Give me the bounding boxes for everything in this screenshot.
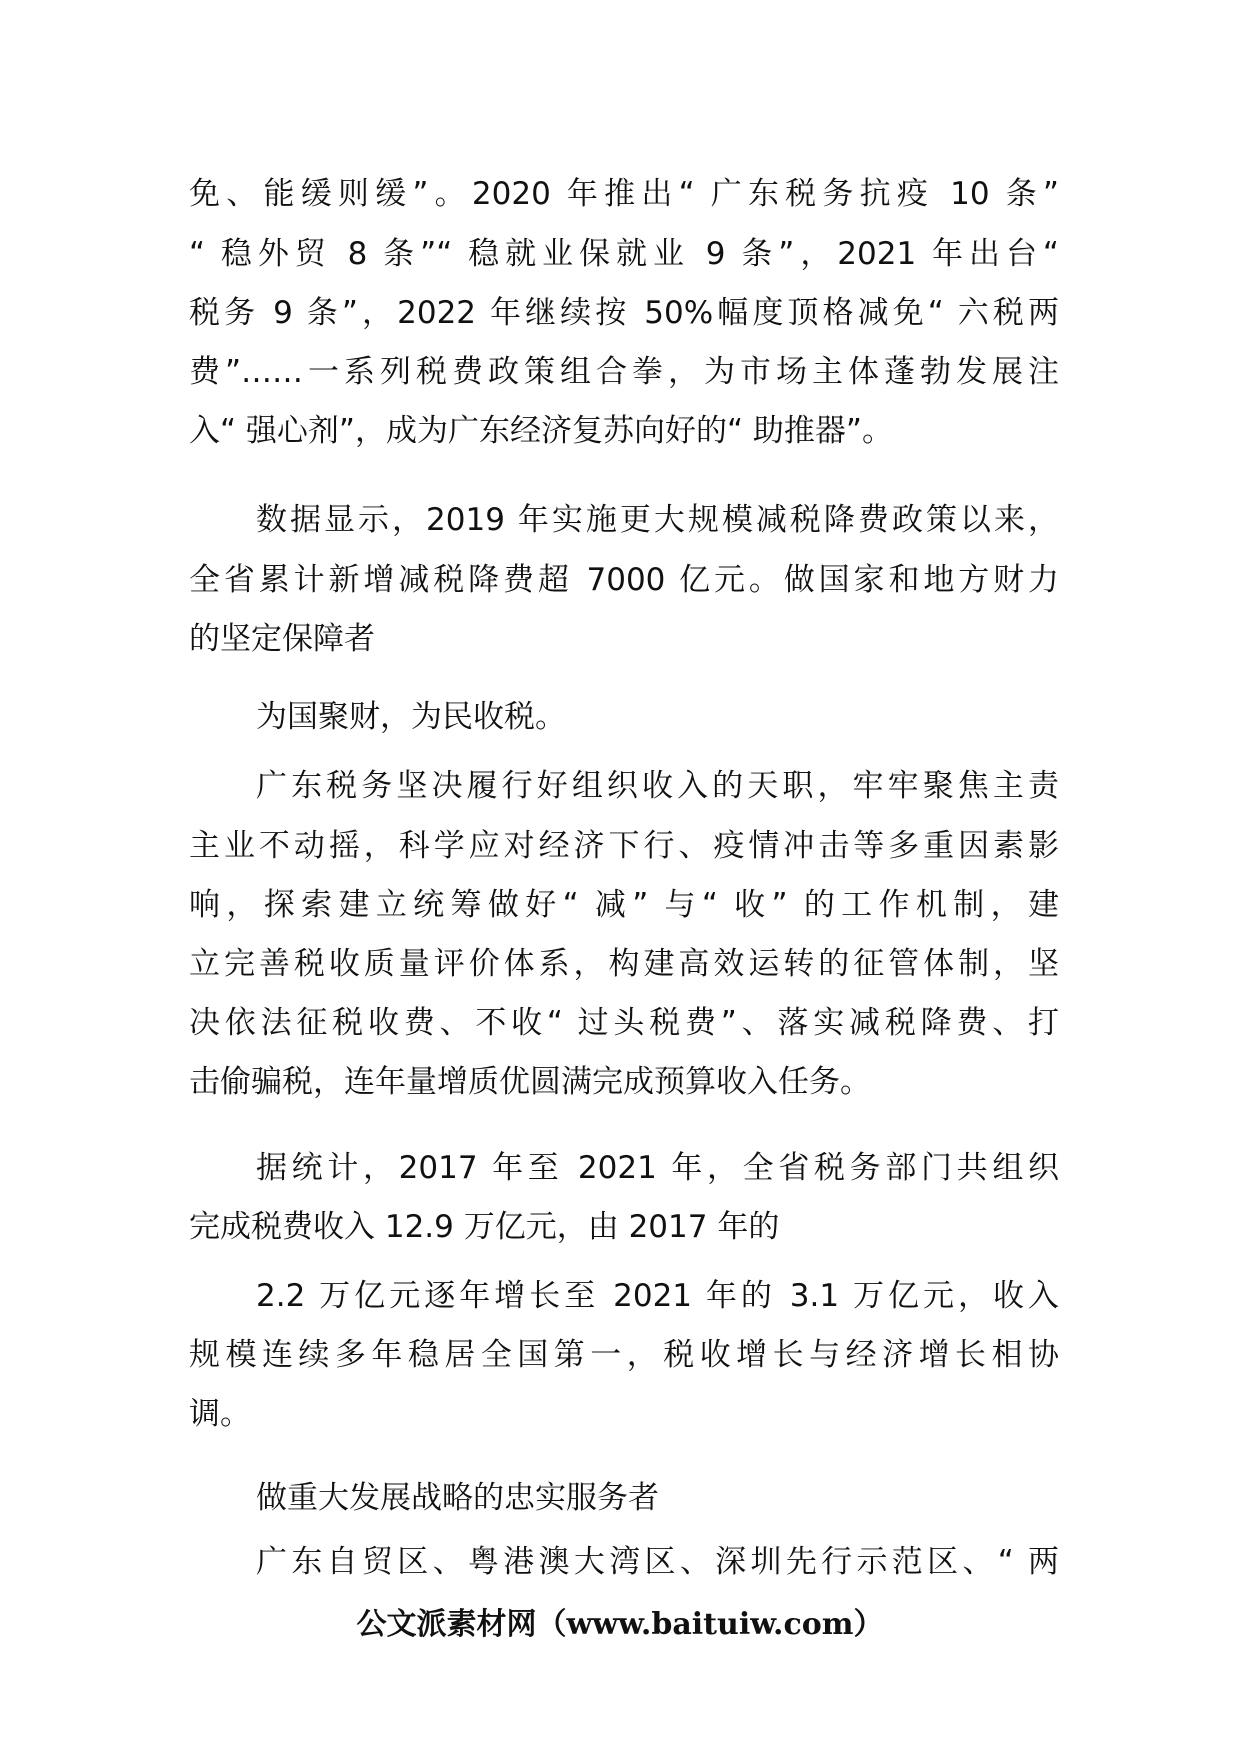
text-line: 决依法征税收费、不收“ 过头税费”、落实减税降费、打: [189, 1005, 1059, 1041]
text-line: 响，探索建立统筹做好“ 减” 与“ 收” 的工作机制，建: [189, 887, 1059, 923]
paragraph-start-line: 广东税务坚决履行好组织收入的天职，牢牢聚焦主责: [256, 768, 1059, 804]
text-line: 主业不动摇，科学应对经济下行、疫情冲击等多重因素影: [189, 828, 1059, 864]
paragraph-start-line: 为国聚财，为民收税。: [256, 699, 566, 735]
text-line: 全省累计新增减税降费超 7000 亿元。做国家和地方财力: [189, 562, 1059, 598]
text-line: 规模连续多年稳居全国第一，税收增长与经济增长相协: [189, 1337, 1059, 1373]
section-heading: 做重大发展战略的忠实服务者: [256, 1480, 659, 1516]
paragraph-start-line: 2.2 万亿元逐年增长至 2021 年的 3.1 万亿元，收入: [256, 1278, 1059, 1314]
footer-watermark: 公文派素材网（www.baituiw.com）: [356, 1607, 884, 1642]
paragraph-start-line: 广东自贸区、粤港澳大湾区、深圳先行示范区、“ 两: [256, 1544, 1059, 1580]
text-line: 立完善税收质量评价体系，构建高效运转的征管体制，坚: [189, 946, 1059, 982]
paragraph-start-line: 数据显示，2019 年实施更大规模减税降费政策以来，: [256, 502, 1059, 538]
text-line: 入“ 强心剂”，成为广东经济复苏向好的“ 助推器”。: [189, 413, 893, 449]
text-line: 费”……一系列税费政策组合拳，为市场主体蓬勃发展注: [189, 354, 1059, 390]
text-line: 调。: [189, 1396, 251, 1432]
text-line: 税务 9 条”，2022 年继续按 50%幅度顶格减免“ 六税两: [189, 295, 1059, 331]
text-line: 免、能缓则缓”。2020 年推出“ 广东税务抗疫 10 条”: [189, 176, 1059, 212]
text-line: 击偷骗税，连年量增质优圆满完成预算收入任务。: [189, 1064, 871, 1100]
text-line: 完成税费收入 12.9 万亿元，由 2017 年的: [189, 1209, 780, 1245]
text-line: “ 稳外贸 8 条”“ 稳就业保就业 9 条”，2021 年出台“: [189, 236, 1059, 272]
paragraph-start-line: 据统计，2017 年至 2021 年，全省税务部门共组织: [256, 1150, 1059, 1186]
text-line: 的坚定保障者: [189, 621, 375, 657]
